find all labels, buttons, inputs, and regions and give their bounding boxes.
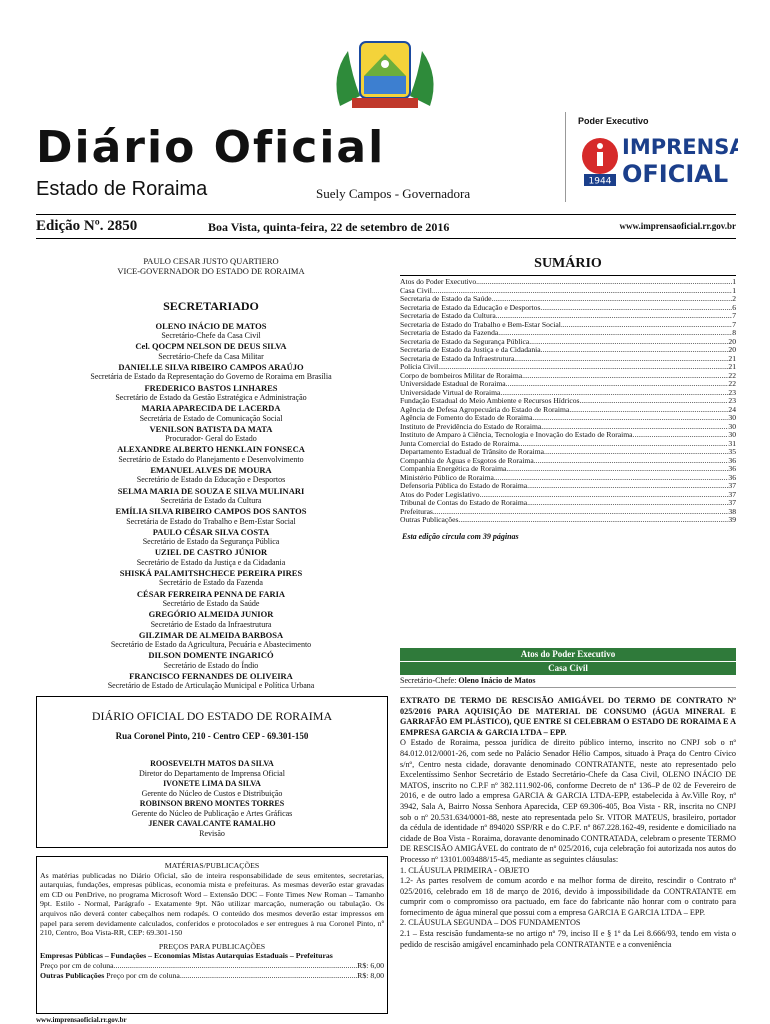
sumario-item[interactable] <box>400 304 736 313</box>
official-role: Secretário de Estado da Saúde <box>162 598 260 608</box>
staff-name: ROOSEVELTH MATOS DA SILVA <box>150 759 274 768</box>
official-name: SELMA MARIA DE SOUZA E SILVA MULINARI <box>117 485 305 496</box>
clause-1-title: 1. CLÁUSULA PRIMEIRA - OBJETO <box>400 865 530 875</box>
imprensa-info-box <box>36 696 388 848</box>
sumario-item-page: 20 <box>728 346 736 354</box>
sumario-item[interactable] <box>400 312 736 321</box>
sumario-item[interactable] <box>400 346 736 355</box>
sumario-item-page: 36 <box>728 465 736 473</box>
sumario-item-page: 30 <box>728 422 736 431</box>
price-2-label-rest: Preço por cm de coluna <box>104 970 180 980</box>
vice-governor-role: VICE-GOVERNADOR DO ESTADO DE RORAIMA <box>117 266 305 277</box>
sumario-item-label: Junta Comercial do Estado de Roraima <box>400 439 519 448</box>
clause-2-title: 2. CLÁUSULA SEGUNDA – DOS FUNDAMENTOS <box>400 918 581 928</box>
officials-list <box>36 321 386 692</box>
secretario-line <box>400 676 736 688</box>
sumario-item-page: 37 <box>728 482 736 490</box>
imprensa-logo <box>578 130 738 190</box>
sumario-item[interactable] <box>400 465 736 474</box>
masthead-state: Estado de Roraima <box>36 178 208 200</box>
materias-title: MATÉRIAS/PUBLICAÇÕES <box>164 861 260 870</box>
sumario-item-label: Companhia de Águas e Esgotos de Roraima <box>400 456 534 465</box>
svg-text:OFICIAL: OFICIAL <box>622 160 729 188</box>
sumario-item[interactable] <box>400 295 736 304</box>
sumario-item-page: 37 <box>728 490 736 499</box>
sumario-item-label: Casa Civil <box>400 286 432 295</box>
staff-role: Diretor do Departamento de Imprensa Oficial <box>139 769 285 778</box>
official-name: EMANUEL ALVES DE MOURA <box>150 465 272 476</box>
masthead-governor: Suely Campos - Governadora <box>316 186 471 201</box>
staff-role: Gerente do Núcleo de Publicação e Artes Gráficas <box>131 809 293 818</box>
sumario-item-label: Prefeituras <box>400 507 433 516</box>
price-2-value: R$: 8,00 <box>357 970 384 980</box>
sumario-list <box>400 278 736 525</box>
sumario-item[interactable] <box>400 491 736 500</box>
sumario-item[interactable] <box>400 321 736 330</box>
materias-text: As matérias publicadas no Diário Oficial, são de inteira responsabilidade de seus emitentes, secretarias, autarquias, fundações, empresas públicas, economia mista e prefeituras. As mesmas deverão estar gravadas em CD ou PenDrive, no programa Microsoft Word – Extensão DOC – Fonte Times New Roman – Tamanho 9pt. Estilo - Normal, Parágrafo - Exatamente 9pt. Não utilizar marcação, numeração ou tabulação. Os arquivos não deverá conter cabeçalhos nem rodapés. O conteúdo dos mesmos deverão estar impressos em papel para serem devidamente calculados, conferidos e protocolados e ser entregues à rua Coronel Pinto, nº 210, Centro, Boa Vista-RR, CEP: 69.301-150 <box>40 870 384 938</box>
official-role: Secretária de Estado da Cultura <box>160 495 262 505</box>
official-name: EMÍLIA SILVA RIBEIRO CAMPOS DOS SANTOS <box>115 506 307 517</box>
sumario-item-page: 21 <box>728 363 736 371</box>
sumario-item[interactable] <box>400 440 736 449</box>
official-role: Procurador- Geral do Estado <box>165 434 257 444</box>
edition-date: Boa Vista, quinta-feira, 22 de setembro de 2016 <box>208 220 450 234</box>
sumario-item-label: Polícia Civil <box>400 363 439 371</box>
sumario-item-label: Fundação Estadual do Meio Ambiente e Recursos Hídricos <box>400 397 580 405</box>
svg-text:IMPRENSA: IMPRENSA <box>622 135 738 159</box>
sumario-item-page: 21 <box>728 354 736 363</box>
sumario-item-label: Instituto de Previdência do Estado de Roraima <box>400 422 542 431</box>
box-staff <box>37 759 387 839</box>
header-rule-top <box>36 214 736 215</box>
casa-civil-bar: Casa Civil <box>400 662 736 675</box>
price-row-2 <box>37 971 387 981</box>
edition-number: Edição Nº. 2850 <box>36 218 138 234</box>
sumario-item-page: 24 <box>728 405 736 414</box>
official-role: Secretário de Estado da Fazenda <box>159 578 263 588</box>
official-name: SHISKÁ PALAMITSHCHECE PEREIRA PIRES <box>119 568 303 579</box>
edition-site[interactable]: www.imprensaoficial.rr.gov.br <box>619 221 736 231</box>
sumario-item-page: 36 <box>728 473 736 482</box>
publications-box <box>36 856 388 1014</box>
sumario-item-label: Atos do Poder Executivo <box>400 278 477 286</box>
official-role: Secretário de Estado de Articulação Municipal e Política Urbana <box>107 681 315 691</box>
official-name: PAULO CÉSAR SILVA COSTA <box>152 526 270 537</box>
sumario-item-page: 1 <box>732 286 736 295</box>
poder-label: Poder Executivo <box>578 116 649 126</box>
official-name: DILSON DOMENTE INGARICÓ <box>148 650 274 661</box>
secretario-label: Secretário-Chefe: <box>400 676 459 685</box>
official-role: Secretário-Chefe da Casa Militar <box>158 351 264 361</box>
official-name: CÉSAR FERREIRA PENNA DE FARIA <box>136 588 286 599</box>
article-paragraph-3: 2.1 – Esta rescisão fundamenta-se no artigo nº 79, inciso II e § 1º da Lei 8.666/93, tendo em vista o pedido de rescisão amigável encaminhado pela CONTRATANTE e a conveniência <box>400 929 736 949</box>
sumario-item-page: 2 <box>732 295 736 303</box>
sumario-item[interactable] <box>400 499 736 508</box>
official-role: Secretário de Estado do Índio <box>163 660 259 670</box>
sumario-item[interactable] <box>400 414 736 423</box>
svg-text:1944: 1944 <box>588 176 612 187</box>
secretario-name: Oleno Inácio de Matos <box>458 676 536 685</box>
sumario-item-label: Secretaria de Estado da Educação e Desportos <box>400 303 541 312</box>
sumario-item-label: Universidade Estadual de Roraima <box>400 380 506 388</box>
sumario-item-label: Atos do Poder Legislativo <box>400 490 480 499</box>
official-name: OLENO INÁCIO DE MATOS <box>155 320 267 331</box>
officials-column <box>36 256 386 692</box>
state-crest <box>330 36 440 116</box>
sumario-item-page: 20 <box>728 337 736 346</box>
footer-url[interactable]: www.imprensaoficial.rr.gov.br <box>36 1016 127 1024</box>
header-rule-bottom <box>36 238 736 239</box>
sumario-item-label: Secretaria de Estado da Saúde <box>400 295 492 303</box>
staff-role: Revisão <box>199 829 225 838</box>
staff-name: ROBINSON BRENO MONTES TORRES <box>139 799 285 808</box>
sumario-item-page: 31 <box>728 439 736 448</box>
sumario-item[interactable] <box>400 338 736 347</box>
sumario-item[interactable] <box>400 423 736 432</box>
sumario-item[interactable] <box>400 389 736 398</box>
sumario-item-page: 8 <box>732 329 736 337</box>
official-name: Cel. QOCPM NELSON DE DEUS SILVA <box>135 341 287 352</box>
price-row-1 <box>37 961 387 971</box>
official-role: Secretário de Estado da Gestão Estratégica e Administração <box>115 392 307 402</box>
sumario-item[interactable] <box>400 508 736 517</box>
sumario-item-label: Secretaria de Estado da Justiça e da Cidadania <box>400 346 541 354</box>
sumario-item-label: Defensoria Pública do Estado de Roraima <box>400 482 528 490</box>
article-body <box>400 696 736 950</box>
price-1-value: R$: 6,00 <box>357 960 384 970</box>
official-name: GREGÓRIO ALMEIDA JUNIOR <box>148 609 274 620</box>
staff-role: Gerente do Núcleo de Custos e Distribuição <box>141 789 283 798</box>
masthead-title: Diário Oficial <box>36 122 386 173</box>
sumario-item-page: 23 <box>728 397 736 405</box>
sumario-item-page: 30 <box>728 431 736 439</box>
secretariado-title: SECRETARIADO <box>163 298 259 313</box>
sumario-item-label: Departamento Estadual de Trânsito de Roraima <box>400 448 545 456</box>
sumario-item-page: 7 <box>732 312 736 320</box>
article-paragraph-1: O Estado de Roraima, pessoa jurídica de direito público interno, inscrito no CNPJ sob o nº 84.012.012/0001-26, com sede no Palácio Senador Hélio Campos, situado à Praça do Centro Cívico s/nº, Centro nesta cidade, doravante denominado CONTRATANTE, neste ato representado pelo Excelentíssimo Senhor Secretário de Estado Secretário-Chefe da Casa Civil, OLENO INÁCIO DE MATOS, inscrito no C.P.F nº 382.111.902-06, conforme Decreto de nº 136–P de 02 de Fevereiro de 2016, e de outro lado a empresa GARCIA & GARCIA LTDA-EPP, estabelecida à Av.Ville Roy, nº 3942, Sala A, Bairro Nossa Senhora Aparecida, CEP 69.306-405, Boa Vista - RR, inscrita no CNPJ sob o nº 20.531.634/0001-88, neste ato representada pelo Sr. VITOR MATEUS, brasileiro, portador da cédula de identidade nº 894020 SSP/RR e do C.P.F. nº 867.228.162-49, residente e domiciliado na cidade de Boa Vista - Roraima, doravante denominado CONTRATADA, celebram o presente TERMO DE RESCISÃO AMIGÁVEL do contrato de nº 025/2016, cuja celebração foi autorizada nos autos do Processo nº 13101.003488/15-45, mediante as seguintes cláusulas: <box>400 738 736 864</box>
staff-name: IVONETE LIMA DA SILVA <box>163 779 261 788</box>
edition-page-count: Esta edição circula com 39 páginas <box>402 532 519 541</box>
sumario-item-label: Instituto de Amparo à Ciência, Tecnologia e Inovação do Estado de Roraima <box>400 431 633 439</box>
sumario-item-page: 7 <box>732 320 736 329</box>
sumario-item[interactable] <box>400 329 736 338</box>
official-role: Secretária de Estado da Representação do Governo de Roraima em Brasília <box>90 372 332 382</box>
sumario-item[interactable] <box>400 355 736 364</box>
sumario-item[interactable] <box>400 372 736 381</box>
sumario-item[interactable] <box>400 287 736 296</box>
article-heading: EXTRATO DE TERMO DE RESCISÃO AMIGÁVEL DO TERMO DE CONTRATO Nº 025/2016 PARA AQUISIÇÃO DE MATERIAL DE CONSUMO (ÁGUA MINERAL E GARRAFÃO EM PLÁSTICO), QUE ENTRE SI CELEBRAM O ESTADO DE RORAIMA E A EMPRESA GARCIA & GARCIA LTDA – EPP. <box>400 696 736 737</box>
official-role: Secretário de Estado da Justiça e da Cidadania <box>136 557 286 567</box>
sumario-item-label: Ministério Público de Roraima <box>400 473 494 482</box>
sumario-item-label: Universidade Virtual de Roraima <box>400 388 501 397</box>
sumario-item-label: Agência de Defesa Agropecuária do Estado de Roraima <box>400 405 570 414</box>
official-role: Secretário de Estado da Segurança Pública <box>142 537 280 547</box>
sumario-item-page: 37 <box>728 499 736 507</box>
box-address: Rua Coronel Pinto, 210 - Centro CEP - 69.301-150 <box>115 731 309 741</box>
sumario-item[interactable] <box>400 431 736 440</box>
imprensa-oficial-icon <box>578 130 738 190</box>
sumario-item[interactable] <box>400 457 736 466</box>
sumario-item-label: Outras Publicações <box>400 516 459 524</box>
sumario-item[interactable] <box>400 406 736 415</box>
sumario-item-page: 36 <box>728 456 736 465</box>
sumario-item-page: 6 <box>732 303 736 312</box>
sumario-item[interactable] <box>400 278 736 287</box>
sumario-item-page: 35 <box>728 448 736 456</box>
price-1-label: Preço por cm de coluna <box>40 960 114 970</box>
official-name: GILZIMAR DE ALMEIDA BARBOSA <box>138 629 284 640</box>
sumario-item[interactable] <box>400 448 736 457</box>
sumario-item-label: Agência de Fomento do Estado de Roraima <box>400 414 533 422</box>
official-name: FRANCISCO FERNANDES DE OLIVEIRA <box>129 670 293 681</box>
sumario-item[interactable] <box>400 380 736 389</box>
sumario-item-label: Secretaria de Estado da Fazenda <box>400 329 499 337</box>
sumario-item-page: 39 <box>728 516 736 524</box>
sumario-item-label: Secretaria de Estado da Infraestrutura <box>400 354 515 363</box>
prices-title: PREÇOS PARA PUBLICAÇÕES <box>158 941 266 951</box>
sumario-item-page: 23 <box>728 388 736 397</box>
official-role: Secretário-Chefe da Casa Civil <box>161 331 261 341</box>
sumario-item-label: Tribunal de Contas do Estado de Roraima <box>400 499 528 507</box>
official-name: DANIELLE SILVA RIBEIRO CAMPOS ARAÚJO <box>118 362 304 373</box>
official-role: Secretária de Estado de Comunicação Social <box>139 413 283 423</box>
sumario-item-label: Corpo de bombeiros Militar de Roraima <box>400 371 523 380</box>
official-role: Secretário de Estado da Agricultura, Pecuária e Abastecimento <box>110 640 312 650</box>
atos-bar: Atos do Poder Executivo <box>400 648 736 661</box>
official-name: ALEXANDRE ALBERTO HENKLAIN FONSECA <box>117 444 305 455</box>
official-role: Secretário de Estado do Planejamento e Desenvolvimento <box>118 454 304 464</box>
header-divider <box>565 112 566 202</box>
edition-bar <box>36 218 736 235</box>
sumario-item-page: 38 <box>728 507 736 516</box>
staff-name: JENER CAVALCANTE RAMALHO <box>148 819 276 828</box>
article-paragraph-2: 1.2- As partes resolvem de comum acordo e na melhor forma de direito, rescindir o Contrato nº 025/2016, celebrado em 18 de março de 2016, devido à impossibilidade da CONTRATANTE em cumprir com o compromisso ora pactuado, em face do fabricante não honrar com o contrato para fornecimento de água mineral que possui com a empresa GARCIA E GARCIA LTDA – EPP. <box>400 876 736 917</box>
sumario-item-page: 30 <box>728 414 736 422</box>
sumario-item[interactable] <box>400 397 736 406</box>
box-title: DIÁRIO OFICIAL DO ESTADO DE RORAIMA <box>91 709 333 723</box>
sumario <box>400 256 736 525</box>
sumario-item-page: 1 <box>732 278 736 286</box>
sumario-item[interactable] <box>400 474 736 483</box>
official-role: Secretário de Estado da Infraestrutura <box>150 619 272 629</box>
prices-subtitle: Empresas Públicas – Fundações – Economias Mistas Autarquias Estaduais – Prefeituras <box>40 951 333 961</box>
sumario-item-label: Secretaria de Estado do Trabalho e Bem-Estar Social <box>400 320 561 329</box>
sumario-item-label: Secretaria de Estado da Cultura <box>400 312 496 320</box>
sumario-item-label: Companhia Energética de Roraima <box>400 465 507 473</box>
sumario-item-page: 22 <box>728 380 736 388</box>
sumario-item-page: 22 <box>728 371 736 380</box>
sumario-item[interactable] <box>400 482 736 491</box>
vice-governor-name: PAULO CESAR JUSTO QUARTIERO <box>143 256 279 266</box>
official-role: Secretário de Estado da Educação e Desportos <box>136 475 286 485</box>
sumario-item[interactable] <box>400 516 736 525</box>
crest-icon <box>330 36 440 116</box>
sumario-item[interactable] <box>400 363 736 372</box>
sumario-item-label: Secretaria de Estado da Segurança Pública <box>400 337 530 346</box>
official-role: Secretária de Estado do Trabalho e Bem-Estar Social <box>126 516 296 526</box>
sumario-title: SUMÁRIO <box>400 256 736 276</box>
price-2-label: Outras Publicações <box>40 970 105 980</box>
official-name: UZIEL DE CASTRO JÚNIOR <box>154 547 268 558</box>
official-name: VENILSON BATISTA DA MATA <box>149 423 273 434</box>
official-name: FREDERICO BASTOS LINHARES <box>144 382 278 393</box>
official-name: MARIA APARECIDA DE LACERDA <box>141 403 281 414</box>
